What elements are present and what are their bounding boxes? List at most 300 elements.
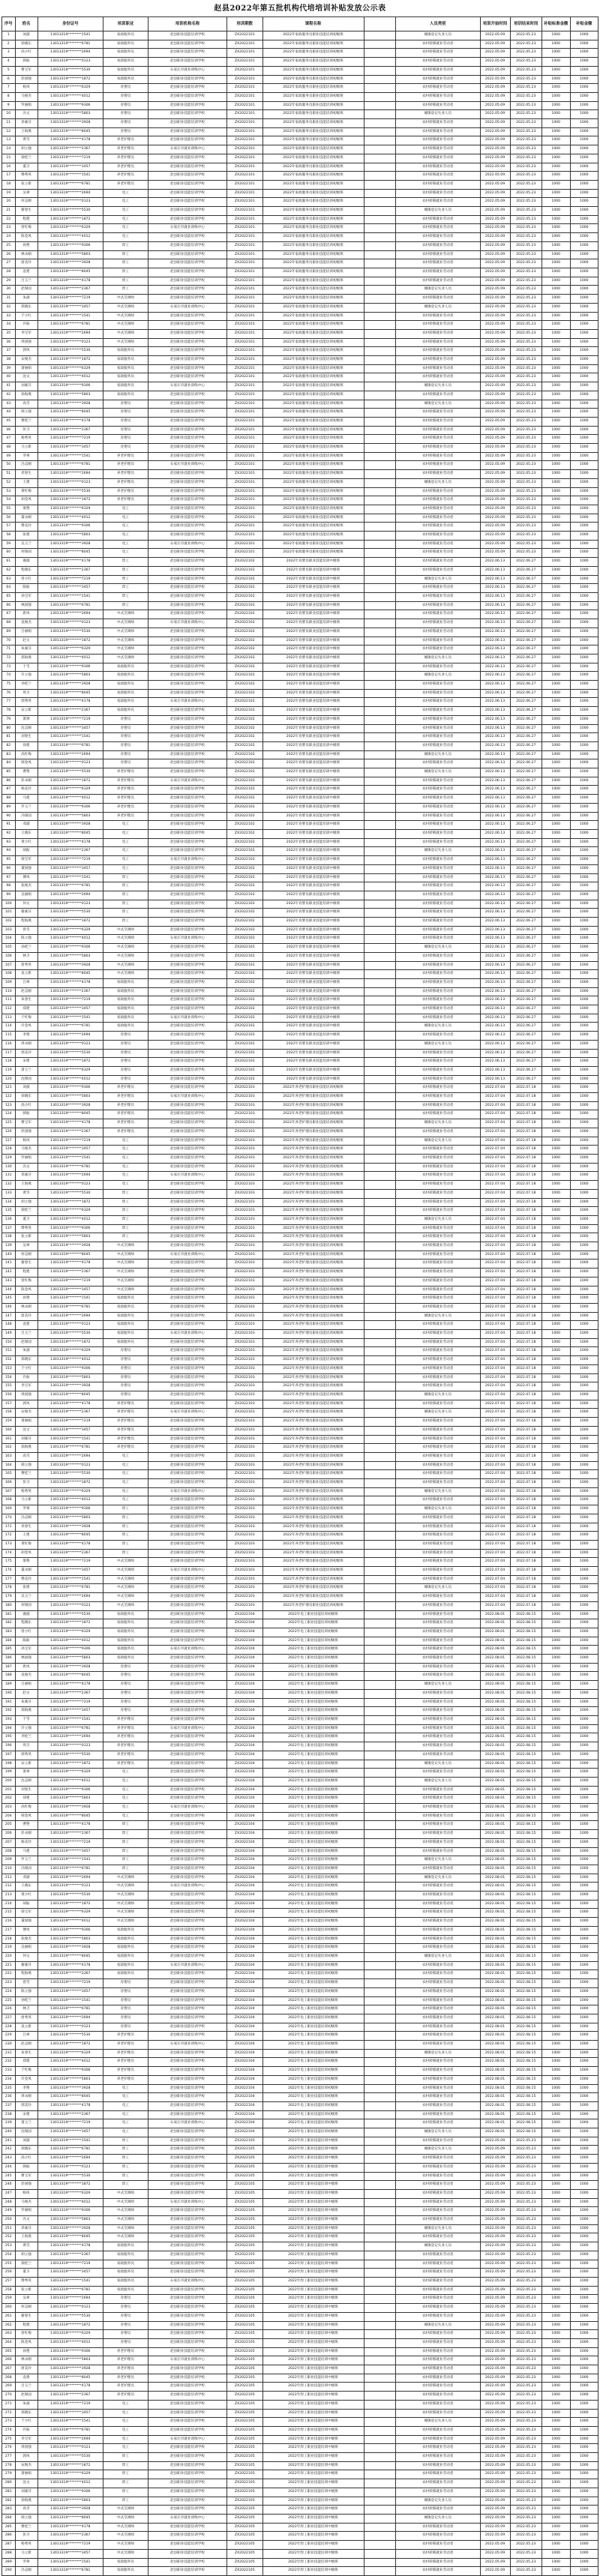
cell-occupation: 中式烹调师 <box>104 1558 148 1567</box>
cell-occupation: 养老护理员 <box>104 1093 148 1102</box>
cell-category: 农村转移就业劳动者 <box>396 1532 481 1541</box>
cell-amount: 1000 <box>570 1435 598 1444</box>
cell-amount: 1000 <box>570 277 598 286</box>
cell-occupation: 家政服务员 <box>104 1952 148 1961</box>
cell-end: 2022.05.23 <box>510 540 542 549</box>
cell-index: 40 <box>2 373 16 382</box>
cell-name: 刘淑 <box>15 2137 38 2146</box>
cell-amount: 1000 <box>570 549 598 558</box>
cell-amount: 1000 <box>570 2181 598 2190</box>
cell-course: 2022年电工职业技能培训初级班 <box>262 1786 364 1795</box>
cell-blank <box>364 1023 396 1032</box>
cell-index: 237 <box>2 2101 16 2110</box>
cell-id: 13013319********4178 <box>38 1260 104 1269</box>
cell-course: 2022年家政服务员职业技能培训初级班 <box>262 101 364 110</box>
cell-occupation: 养老护理员 <box>104 2374 148 2383</box>
cell-name: 刘素芬 <box>15 382 38 391</box>
cell-agency: 赵县职业技能培训学校 <box>148 2541 227 2550</box>
cell-id: 13013319********1872 <box>38 2321 104 2330</box>
cell-id: 13013319********1872 <box>38 918 104 927</box>
cell-occupation: 育婴员 <box>104 400 148 409</box>
cell-course: 2022年焊工职业技能培训中级班 <box>262 2155 364 2164</box>
cell-blank <box>364 882 396 891</box>
cell-session: ZX2022103 <box>227 1364 263 1373</box>
cell-category: 农村转移就业劳动者 <box>396 514 481 523</box>
cell-start: 2022.06.13 <box>480 777 510 786</box>
cell-name: 刘素芬 <box>15 1435 38 1444</box>
cell-standard: 1000 <box>542 1760 571 1769</box>
cell-session: ZX2022101 <box>227 364 263 373</box>
cell-name: 郭秀英 <box>15 698 38 707</box>
cell-blank <box>364 1330 396 1339</box>
cell-agency: 赵县职业技能培训学校 <box>148 172 227 181</box>
cell-index: 57 <box>2 523 16 532</box>
cell-end: 2022.05.23 <box>510 2532 542 2541</box>
cell-end: 2022.08.15 <box>510 1628 542 1637</box>
cell-session: ZX2022104 <box>227 1961 263 1970</box>
cell-end: 2022.05.23 <box>510 2435 542 2444</box>
table-row <box>2 417 598 426</box>
cell-occupation: 育婴员 <box>104 1364 148 1373</box>
cell-end: 2022.05.23 <box>510 2523 542 2532</box>
cell-amount: 1000 <box>570 2278 598 2287</box>
table-row <box>2 66 598 75</box>
cell-course: 2022年养老护理员职业技能培训初级班 <box>262 1207 364 1216</box>
cell-name: 朱淑 <box>15 2400 38 2409</box>
table-row <box>2 31 598 40</box>
cell-standard: 1000 <box>542 918 571 927</box>
cell-id: 13013319********2367 <box>38 1409 104 1418</box>
cell-agency: 赵县职业技能培训学校 <box>148 1952 227 1961</box>
cell-agency: 赵县职业技能培训学校 <box>148 277 227 286</box>
cell-course: 2022年育婴员职业技能培训中级班 <box>262 1032 364 1041</box>
cell-id: 13013319********6329 <box>38 505 104 514</box>
cell-course: 2022年育婴员职业技能培训中级班 <box>262 637 364 645</box>
cell-end: 2022.05.23 <box>510 2506 542 2515</box>
table-row <box>2 2532 598 2541</box>
cell-name: 胡立强 <box>15 145 38 154</box>
cell-category: 农村转移就业劳动者 <box>396 2172 481 2181</box>
cell-id: 13013319********5803 <box>38 110 104 119</box>
cell-standard: 1000 <box>542 2181 571 2190</box>
cell-course: 2022年电工职业技能培训初级班 <box>262 1707 364 1716</box>
cell-occupation: 家政服务员 <box>104 1610 148 1619</box>
cell-id: 13013319********9306 <box>38 1364 104 1373</box>
cell-start: 2022.07.04 <box>480 1277 510 1286</box>
cell-end: 2022.07.18 <box>510 1303 542 1312</box>
cell-standard: 1000 <box>542 1347 571 1356</box>
cell-occupation: 电工 <box>104 2101 148 2110</box>
cell-id: 13013319********6329 <box>38 224 104 233</box>
cell-agency: 赵县职业技能培训学校 <box>148 1856 227 1865</box>
cell-session: ZX2022103 <box>227 1207 263 1216</box>
cell-name: 吴翠 <box>15 189 38 198</box>
cell-session: ZX2022104 <box>227 1838 263 1847</box>
cell-agency: 赵县职业技能培训学校 <box>148 2137 227 2146</box>
cell-blank <box>364 2189 396 2198</box>
cell-index: 16 <box>2 163 16 172</box>
cell-blank <box>364 2163 396 2172</box>
cell-standard: 1000 <box>542 417 571 426</box>
cell-course: 2022年养老护理员职业技能培训初级班 <box>262 1391 364 1400</box>
cell-blank <box>364 1347 396 1356</box>
cell-name: 傅美玲 <box>15 1575 38 1584</box>
cell-session: ZX2022104 <box>227 1918 263 1927</box>
cell-course: 2022年家政服务员职业技能培训初级班 <box>262 49 364 58</box>
cell-category: 农村转移就业劳动者 <box>396 1961 481 1970</box>
table-row <box>2 2356 598 2365</box>
cell-agency: 赵县职业技能培训学校 <box>148 821 227 830</box>
cell-id: 13013319********5803 <box>38 2356 104 2365</box>
cell-blank <box>364 1786 396 1795</box>
cell-id: 13013319********6781 <box>38 1023 104 1032</box>
cell-blank <box>364 1058 396 1067</box>
cell-start: 2022.05.09 <box>480 198 510 207</box>
cell-end: 2022.08.15 <box>510 1961 542 1970</box>
cell-end: 2022.07.18 <box>510 1189 542 1198</box>
cell-agency: 赵县职业技能培训学校 <box>148 1032 227 1041</box>
cell-id: 13013319********0123 <box>38 1883 104 1892</box>
cell-start: 2022.06.13 <box>480 715 510 724</box>
cell-agency: 赵县职业技能培训学校 <box>148 1514 227 1523</box>
cell-name: 韩振 <box>15 2163 38 2172</box>
cell-agency: 赵县职业技能培训学校 <box>148 1830 227 1839</box>
cell-course: 2022年家政服务员职业技能培训初级班 <box>262 435 364 444</box>
cell-start: 2022.06.13 <box>480 1005 510 1014</box>
cell-end: 2022.06.27 <box>510 681 542 690</box>
cell-end: 2022.05.23 <box>510 2189 542 2198</box>
table-row <box>2 364 598 373</box>
cell-category: 农村转移就业劳动者 <box>396 49 481 58</box>
table-row <box>2 619 598 628</box>
table-row <box>2 1452 598 1461</box>
cell-name: 梁桂兰 <box>15 2260 38 2269</box>
cell-session: ZX2022102 <box>227 786 263 795</box>
cell-course: 2022年电工职业技能培训初级班 <box>262 2067 364 2076</box>
cell-amount: 1000 <box>570 1900 598 1909</box>
cell-agency: 赵县职业技能培训学校 <box>148 2251 227 2260</box>
cell-blank <box>364 224 396 233</box>
cell-agency: 赵县职业技能培训学校 <box>148 1619 227 1628</box>
cell-standard: 1000 <box>542 1952 571 1961</box>
cell-end: 2022.08.15 <box>510 1760 542 1769</box>
cell-index: 211 <box>2 1874 16 1883</box>
cell-blank <box>364 838 396 847</box>
cell-course: 2022年家政服务员职业技能培训初级班 <box>262 154 364 163</box>
cell-category: 城镇登记失业人员 <box>396 2514 481 2523</box>
cell-session: ZX2022102 <box>227 987 263 996</box>
table-row <box>2 2418 598 2427</box>
cell-amount: 1000 <box>570 795 598 804</box>
cell-agency: 赵县职业技能培训学校 <box>148 2093 227 2102</box>
cell-start: 2022.08.01 <box>480 1742 510 1751</box>
cell-name: 梁桂兰 <box>15 154 38 163</box>
table-row <box>2 2461 598 2470</box>
cell-agency: 赵县职业技能培训学校 <box>148 180 227 189</box>
table-row <box>2 2304 598 2313</box>
cell-standard: 1000 <box>542 2330 571 2339</box>
document-title: 赵县2022年第五批机构代培培训补贴发放公示表 <box>214 4 386 13</box>
cell-agency: 赵县职业技能培训学校 <box>148 1496 227 1505</box>
cell-course: 2022年家政服务员职业技能培训初级班 <box>262 40 364 49</box>
cell-index: 137 <box>2 1224 16 1233</box>
cell-index: 253 <box>2 2242 16 2251</box>
cell-category: 农村转移就业劳动者 <box>396 918 481 927</box>
cell-id: 13013319********6781 <box>38 1724 104 1733</box>
table-row <box>2 2497 598 2506</box>
cell-name: 梁艳 <box>15 505 38 514</box>
cell-name: 萧丽娟 <box>15 2470 38 2479</box>
cell-agency: 赵县职业技能培训学校 <box>148 2304 227 2313</box>
table-row <box>2 944 598 953</box>
cell-standard: 1000 <box>542 1496 571 1505</box>
cell-category: 农村转移就业劳动者 <box>396 2374 481 2383</box>
cell-blank <box>364 1672 396 1681</box>
cell-session: ZX2022105 <box>227 2189 263 2198</box>
cell-id: 13013319********1541 <box>38 2558 104 2567</box>
cell-amount: 1000 <box>570 1137 598 1146</box>
cell-session: ZX2022103 <box>227 1540 263 1549</box>
cell-id: 13013319********2367 <box>38 847 104 856</box>
cell-id: 13013319********3457 <box>38 1567 104 1576</box>
cell-standard: 1000 <box>542 952 571 961</box>
cell-occupation: 养老护理员 <box>104 2032 148 2041</box>
cell-session: ZX2022103 <box>227 1093 263 1102</box>
cell-start: 2022.08.01 <box>480 1716 510 1725</box>
cell-standard: 1000 <box>542 996 571 1005</box>
cell-index: 88 <box>2 795 16 804</box>
cell-course: 2022年育婴员职业技能培训中级班 <box>262 593 364 602</box>
table-row <box>2 2374 598 2383</box>
cell-agency: 赵县职业技能培训学校 <box>148 944 227 953</box>
table-row <box>2 750 598 759</box>
table-row <box>2 1418 598 1427</box>
cell-course: 2022年电工职业技能培训初级班 <box>262 1681 364 1690</box>
cell-course: 2022年电工职业技能培训初级班 <box>262 1724 364 1733</box>
cell-index: 20 <box>2 198 16 207</box>
cell-amount: 1000 <box>570 584 598 593</box>
table-row <box>2 724 598 733</box>
cell-id: 13013319********2694 <box>38 1452 104 1461</box>
cell-amount: 1000 <box>570 1918 598 1927</box>
cell-id: 13013319********3928 <box>38 821 104 830</box>
cell-start: 2022.08.01 <box>480 1760 510 1769</box>
cell-course: 2022年焊工职业技能培训中级班 <box>262 2233 364 2242</box>
table-row <box>2 1330 598 1339</box>
cell-amount: 1000 <box>570 154 598 163</box>
cell-end: 2022.07.18 <box>510 1338 542 1347</box>
table-row <box>2 2286 598 2295</box>
cell-name: 高雪 <box>15 1452 38 1461</box>
cell-name: 马俊杰 <box>15 1146 38 1155</box>
cell-course: 2022年家政服务员职业技能培训初级班 <box>262 268 364 277</box>
cell-course: 2022年电工职业技能培训初级班 <box>262 2023 364 2032</box>
cell-blank <box>364 1251 396 1260</box>
table-row <box>2 373 598 382</box>
cell-session: ZX2022104 <box>227 1760 263 1769</box>
cell-occupation: 焊工 <box>104 2137 148 2146</box>
cell-name: 曹宝军 <box>15 1119 38 1128</box>
cell-index: 227 <box>2 2014 16 2023</box>
cell-session: ZX2022101 <box>227 250 263 259</box>
cell-agency: 赵县职业技能培训学校 <box>148 426 227 435</box>
cell-index: 23 <box>2 224 16 233</box>
cell-start: 2022.06.13 <box>480 838 510 847</box>
cell-end: 2022.05.23 <box>510 119 542 128</box>
cell-course: 2022年焊工职业技能培训中级班 <box>262 2242 364 2251</box>
table-row <box>2 2093 598 2102</box>
cell-start: 2022.06.13 <box>480 1023 510 1032</box>
cell-standard: 1000 <box>542 224 571 233</box>
cell-amount: 1000 <box>570 698 598 707</box>
cell-id: 13013319********8045 <box>38 409 104 418</box>
table-row <box>2 1961 598 1970</box>
cell-standard: 1000 <box>542 241 571 250</box>
cell-category: 城镇登记失业人员 <box>396 1409 481 1418</box>
cell-amount: 1000 <box>570 1584 598 1593</box>
cell-start: 2022.05.09 <box>480 496 510 505</box>
cell-name: 唐美玲 <box>15 259 38 268</box>
table-row <box>2 1356 598 1365</box>
cell-category: 农村转移就业劳动者 <box>396 1032 481 1041</box>
cell-standard: 1000 <box>542 1364 571 1373</box>
cell-id: 13013319********5803 <box>38 2497 104 2506</box>
cell-id: 13013319********1541 <box>38 2418 104 2427</box>
cell-standard: 1000 <box>542 286 571 295</box>
cell-blank <box>364 250 396 259</box>
cell-category: 农村转移就业劳动者 <box>396 1847 481 1856</box>
cell-agency: 赵县职业技能培训学校 <box>148 2567 227 2576</box>
cell-index: 98 <box>2 882 16 891</box>
cell-amount: 1000 <box>570 2146 598 2155</box>
cell-standard: 1000 <box>542 1733 571 1742</box>
cell-blank <box>364 364 396 373</box>
cell-amount: 1000 <box>570 2453 598 2462</box>
cell-index: 101 <box>2 909 16 918</box>
cell-blank <box>364 1321 396 1330</box>
cell-category: 农村转移就业劳动者 <box>396 2260 481 2269</box>
cell-index: 72 <box>2 654 16 663</box>
cell-occupation: 育婴员 <box>104 2014 148 2023</box>
table-row <box>2 1619 598 1628</box>
table-row <box>2 452 598 461</box>
cell-category: 农村转移就业劳动者 <box>396 1724 481 1733</box>
cell-amount: 1000 <box>570 847 598 856</box>
cell-start: 2022.05.09 <box>480 215 510 224</box>
cell-occupation: 中式烹调师 <box>104 295 148 304</box>
cell-category: 农村转移就业劳动者 <box>396 487 481 496</box>
table-row <box>2 145 598 154</box>
cell-id: 13013319********6781 <box>38 882 104 891</box>
cell-course: 2022年育婴员职业技能培训中级班 <box>262 601 364 610</box>
cell-name: 李艳 <box>15 2084 38 2093</box>
cell-category: 城镇登记失业人员 <box>396 750 481 759</box>
cell-end: 2022.06.27 <box>510 566 542 575</box>
cell-category: 农村转移就业劳动者 <box>396 92 481 101</box>
cell-name: 邓素芬 <box>15 1172 38 1181</box>
cell-session: ZX2022105 <box>227 2286 263 2295</box>
cell-standard: 1000 <box>542 1356 571 1365</box>
cell-index: 66 <box>2 601 16 610</box>
cell-category: 农村转移就业劳动者 <box>396 1084 481 1093</box>
cell-agency: 赵县职业技能培训学校 <box>148 1900 227 1909</box>
cell-name: 冯文 <box>15 110 38 119</box>
cell-amount: 1000 <box>570 952 598 961</box>
cell-index: 166 <box>2 1479 16 1488</box>
cell-id: 13013319********3928 <box>38 2365 104 2374</box>
cell-standard: 1000 <box>542 900 571 909</box>
cell-occupation: 电工 <box>104 532 148 541</box>
cell-name: 董国强 <box>15 1918 38 1927</box>
cell-course: 2022年电工职业技能培训初级班 <box>262 1874 364 1883</box>
cell-name: 张立新 <box>15 1233 38 1242</box>
cell-course: 2022年电工职业技能培训初级班 <box>262 1742 364 1751</box>
cell-category: 农村转移就业劳动者 <box>396 1075 481 1084</box>
cell-session: ZX2022103 <box>227 1312 263 1321</box>
cell-agency: 赵县职业技能培训学校 <box>148 2032 227 2041</box>
cell-amount: 1000 <box>570 1795 598 1804</box>
cell-amount: 1000 <box>570 715 598 724</box>
cell-id: 13013319********6781 <box>38 2286 104 2295</box>
cell-occupation: 家政服务员 <box>104 1330 148 1339</box>
table-row <box>2 127 598 136</box>
cell-start: 2022.06.13 <box>480 900 510 909</box>
cell-amount: 1000 <box>570 2101 598 2110</box>
cell-occupation: 焊工 <box>104 250 148 259</box>
cell-name: 罗丽娟 <box>15 1155 38 1164</box>
cell-course: 2022年养老护理员职业技能培训初级班 <box>262 1303 364 1312</box>
cell-name: 袁立新 <box>15 2023 38 2032</box>
table-row <box>2 233 598 242</box>
cell-standard: 1000 <box>542 514 571 523</box>
cell-standard: 1000 <box>542 2523 571 2532</box>
cell-category: 城镇登记失业人员 <box>396 2049 481 2058</box>
table-row <box>2 1040 598 1049</box>
cell-category: 农村转移就业劳动者 <box>396 1663 481 1672</box>
cell-amount: 1000 <box>570 426 598 435</box>
cell-index: 47 <box>2 435 16 444</box>
cell-occupation: 电工 <box>104 1155 148 1164</box>
cell-index: 2 <box>2 40 16 49</box>
cell-start: 2022.07.04 <box>480 1242 510 1251</box>
cell-amount: 1000 <box>570 1655 598 1664</box>
cell-category: 农村转移就业劳动者 <box>396 312 481 321</box>
cell-course: 2022年养老护理员职业技能培训初级班 <box>262 1189 364 1198</box>
cell-blank <box>364 1049 396 1058</box>
table-row <box>2 1435 598 1444</box>
cell-start: 2022.07.04 <box>480 1601 510 1610</box>
cell-occupation: 养老护理员 <box>104 1733 148 1742</box>
cell-amount: 1000 <box>570 1382 598 1391</box>
cell-start: 2022.05.09 <box>480 2444 510 2453</box>
cell-index: 245 <box>2 2172 16 2181</box>
cell-occupation: 养老护理员 <box>104 487 148 496</box>
cell-agency: 赵县职业技能培训学校 <box>148 1742 227 1751</box>
cell-blank <box>364 2110 396 2119</box>
cell-id: 13013319********6329 <box>38 1207 104 1216</box>
cell-name: 刘春生 <box>15 733 38 742</box>
cell-name: 杨美玲 <box>15 1838 38 1847</box>
cell-blank <box>364 1610 396 1619</box>
cell-index: 82 <box>2 741 16 750</box>
cell-category: 农村转移就业劳动者 <box>396 1049 481 1058</box>
cell-category: 农村转移就业劳动者 <box>396 163 481 172</box>
cell-agency: 石家庄市就业训练中心 <box>148 2041 227 2050</box>
cell-blank <box>364 1364 396 1373</box>
cell-occupation: 育婴员 <box>104 1391 148 1400</box>
cell-start: 2022.07.04 <box>480 1540 510 1549</box>
cell-end: 2022.06.27 <box>510 645 542 654</box>
